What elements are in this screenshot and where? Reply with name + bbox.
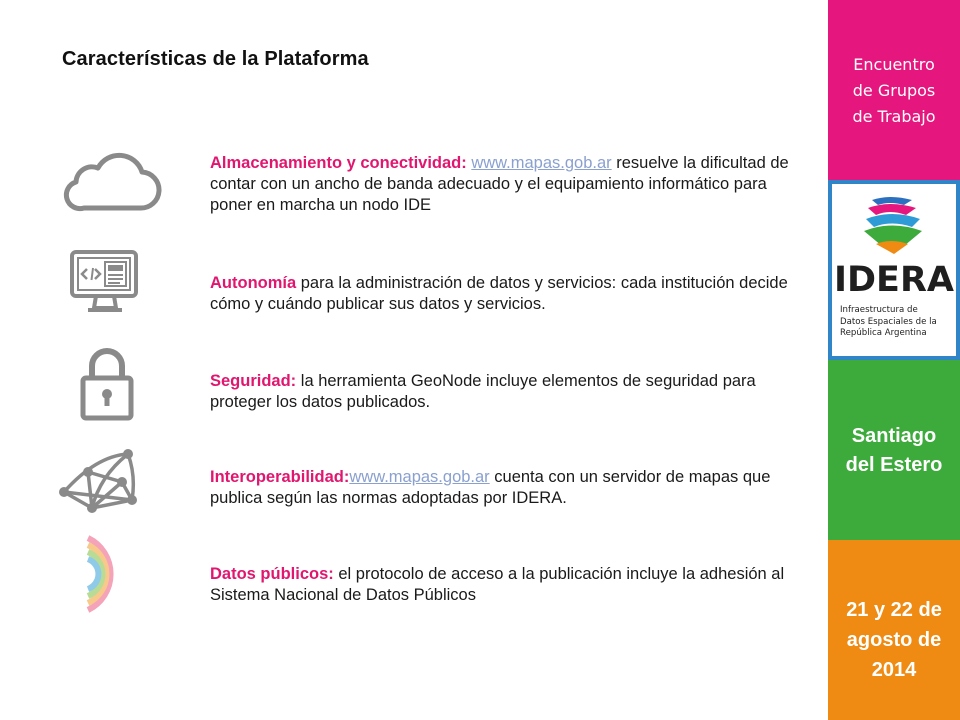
page-title: Características de la Plataforma [62,48,369,70]
logo-subtitle-line: Datos Espaciales de la [840,316,937,327]
feature-heading: Autonomía [210,274,297,292]
network-globe-icon [56,446,140,516]
feature-text: el protocolo de acceso a la publicación incluye la adhesión al Sistema Nacional de Datos Públicos [210,565,785,604]
mapas-link[interactable]: www.mapas.gob.ar [471,154,612,172]
feature-text: la herramienta GeoNode incluye elementos de seguridad para proteger los datos publicados. [210,372,756,411]
feature-heading: Seguridad: [210,372,297,390]
idera-logo-panel [828,180,960,360]
logo-subtitle-line: Infraestructura de [840,305,918,315]
feature-text: resuelve la dificultad de contar con un ancho de banda adecuado y el equipamiento informático para poner en marcha un nodo IDE [210,154,789,214]
event-line: Encuentro [853,55,935,74]
feature-text: para la administración de datos y servicios: cada institución decide cómo y cuándo publicar sus datos y servicios. [210,274,788,313]
feature-heading: Almacenamiento y conectividad: [210,154,472,172]
logo-subtitle-line: República Argentina [840,328,927,338]
feature-public-data [210,564,790,606]
date-line: agosto de [846,629,942,651]
data-arc-icon [80,530,130,616]
layers-icon [832,184,956,260]
date-banner [828,540,960,720]
location-banner [828,360,960,540]
feature-security [210,371,790,413]
monitor-code-icon [68,246,142,320]
mapas-link[interactable]: www.mapas.gob.ar [349,468,490,486]
feature-text: cuenta con un servidor de mapas que publica según las normas adoptadas por IDERA. [210,468,771,507]
event-banner [828,0,960,180]
event-line: de Grupos [852,81,936,100]
location-line: del Estero [845,454,943,476]
feature-storage [210,153,790,216]
feature-heading: Interoperabilidad: [210,468,350,486]
date-line: 21 y 22 de [846,599,942,621]
sidebar [828,0,960,720]
cloud-icon [62,152,162,216]
location-line: Santiago [851,425,937,447]
feature-autonomy [210,273,790,315]
lock-icon [80,344,134,422]
date-line: 2014 [871,659,917,681]
feature-heading: Datos públicos: [210,565,334,583]
idera-logo [832,184,956,356]
idera-brand-name: IDERA [833,260,955,300]
event-line: de Trabajo [852,107,936,126]
feature-interoperability [210,467,790,509]
